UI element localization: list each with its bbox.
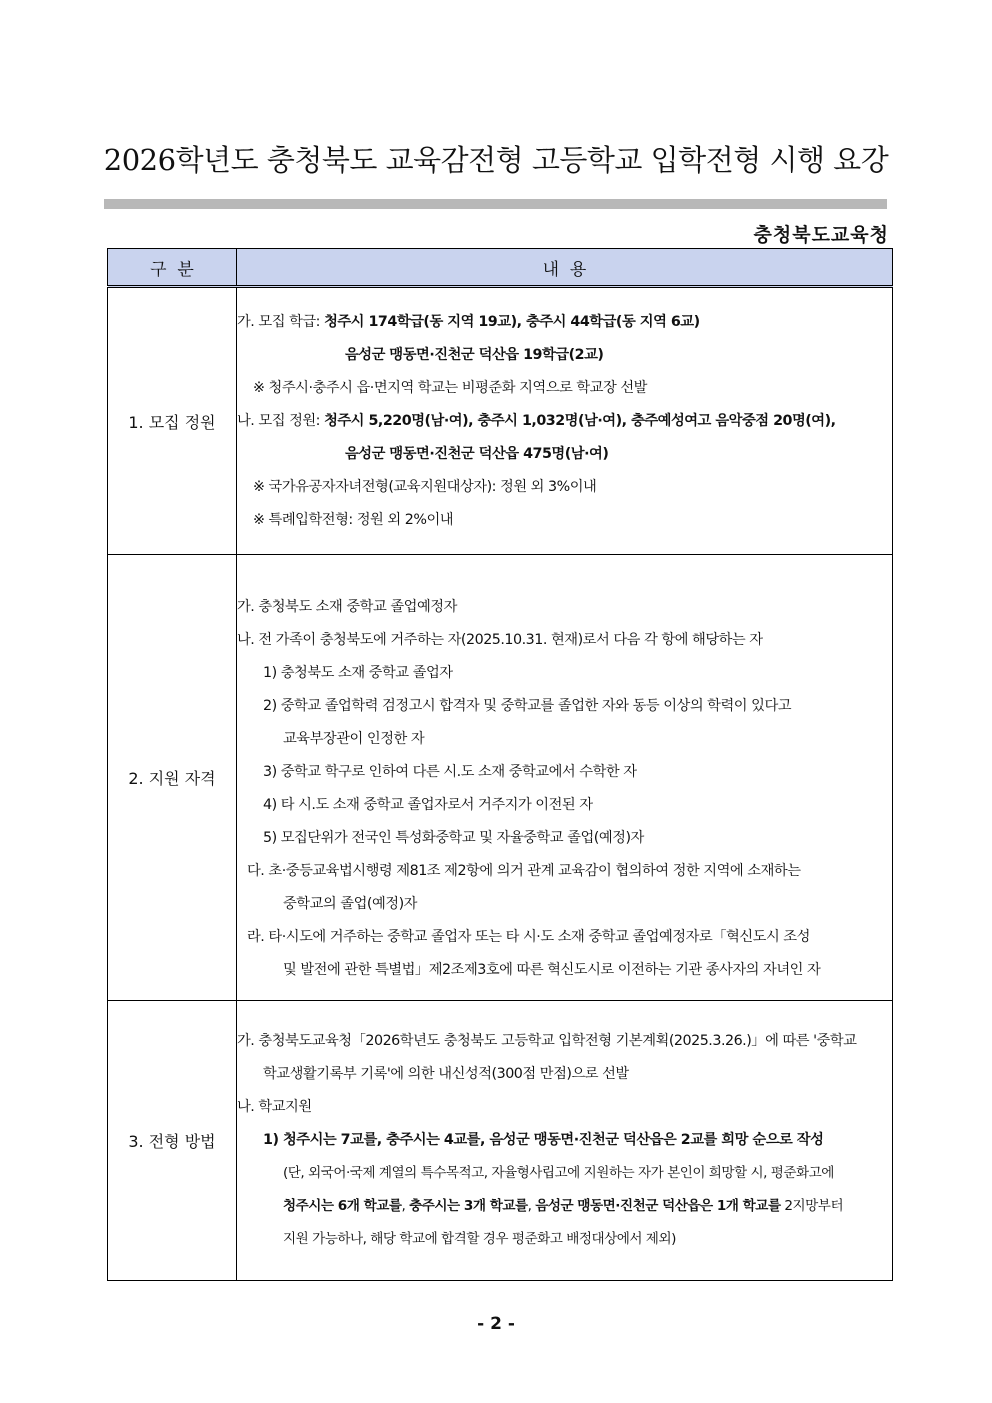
row-category-recruitment-quota: 1. 모집 정원 xyxy=(108,287,237,555)
title-underline-bar xyxy=(104,199,887,209)
row-content-recruitment-quota xyxy=(237,287,893,555)
content-line: 가. 충청북도교육청「2026학년도 충청북도 고등학교 입학전형 기본계획(2025.3.26.)」에 따른 '중학교 xyxy=(237,1033,857,1049)
header-content: 내 용 xyxy=(237,249,893,287)
issuing-organization: 충청북도교육청 xyxy=(753,224,889,246)
content-line: 음성군 맹동면·진천군 덕산읍 475명(남·여) xyxy=(345,445,609,462)
content-line: 가. 충청북도 소재 중학교 졸업예정자 xyxy=(237,598,457,615)
content-line: (단, 외국어·국제 계열의 특수목적고, 자율형사립고에 지원하는 자가 본인이 희망할 시, 평준화고에 xyxy=(283,1165,834,1181)
row-category-eligibility: 2. 지원 자격 xyxy=(108,555,237,1001)
content-line: 나. 학교지원 xyxy=(237,1099,312,1115)
table-header-row xyxy=(108,249,893,287)
content-line: 학교생활기록부 기록'에 의한 내신성적(300점 만점)으로 선발 xyxy=(263,1066,629,1082)
content-line: 다. 초·중등교육법시행령 제81조 제2항에 의거 관계 교육감이 협의하여 정한 지역에 소재하는 xyxy=(247,862,801,879)
content-line: 라. 타·시도에 거주하는 중학교 졸업자 또는 타 시·도 소재 중학교 졸업예정자로「혁신도시 조성 xyxy=(247,928,810,945)
content-line: 음성군 맹동면·진천군 덕산읍 19학급(2교) xyxy=(345,346,604,363)
content-line: 중학교의 졸업(예정)자 xyxy=(283,895,417,912)
content-line: 가. 모집 학급: 청주시 174학급(동 지역 19교), 충주시 44학급(동 지역 6교) xyxy=(237,313,700,330)
content-line: 나. 모집 정원: 청주시 5,220명(남·여), 충주시 1,032명(남·여), 충주예성여고 음악중점 20명(여), xyxy=(237,412,836,429)
content-note: ※ 특례입학전형: 정원 외 2%이내 xyxy=(253,511,454,528)
content-line: 1) 충청북도 소재 중학교 졸업자 xyxy=(263,664,453,681)
content-line: 3) 중학교 학구로 인하여 다른 시.도 소재 중학교에서 수학한 자 xyxy=(263,763,637,780)
content-line: 2) 중학교 졸업학력 검정고시 합격자 및 중학교를 졸업한 자와 동등 이상의 학력이 있다고 xyxy=(263,697,792,714)
table-row xyxy=(108,1001,893,1281)
content-line: 교육부장관이 인정한 자 xyxy=(283,730,425,747)
table-row xyxy=(108,555,893,1001)
document-title: 2026학년도 충청북도 교육감전형 고등학교 입학전형 시행 요강 xyxy=(103,143,889,177)
content-line: 및 발전에 관한 특별법」제2조제3호에 따른 혁신도시로 이전하는 기관 종사자의 자녀인 자 xyxy=(283,961,821,978)
content-line: 1) 청주시는 7교를, 충주시는 4교를, 음성군 맹동면·진천군 덕산읍은 2교를 희망 순으로 작성 xyxy=(263,1132,824,1148)
content-line: 4) 타 시.도 소재 중학교 졸업자로서 거주지가 이전된 자 xyxy=(263,796,593,813)
content-note: ※ 국가유공자자녀전형(교육지원대상자): 정원 외 3%이내 xyxy=(253,478,597,495)
content-line: 지원 가능하나, 해당 학교에 합격할 경우 평준화고 배정대상에서 제외) xyxy=(283,1231,676,1247)
content-line: 5) 모집단위가 전국인 특성화중학교 및 자율중학교 졸업(예정)자 xyxy=(263,829,644,846)
content-line-mixed: 청주시는 6개 학교를, 충주시는 3개 학교를, 음성군 맹동면·진천군 덕산읍은 1개 학교를 2지망부터 xyxy=(283,1198,844,1214)
admission-guide-table xyxy=(107,248,893,1281)
header-category: 구 분 xyxy=(108,249,237,287)
table-row xyxy=(108,287,893,555)
row-content-selection-method xyxy=(237,1001,893,1281)
row-content-eligibility xyxy=(237,555,893,1001)
content-line: 나. 전 가족이 충청북도에 거주하는 자(2025.10.31. 현재)로서 다음 각 항에 해당하는 자 xyxy=(237,631,763,648)
page-number: - 2 - xyxy=(477,1314,515,1334)
row-category-selection-method: 3. 전형 방법 xyxy=(108,1001,237,1281)
content-note: ※ 청주시·충주시 읍·면지역 학교는 비평준화 지역으로 학교장 선발 xyxy=(253,379,647,396)
